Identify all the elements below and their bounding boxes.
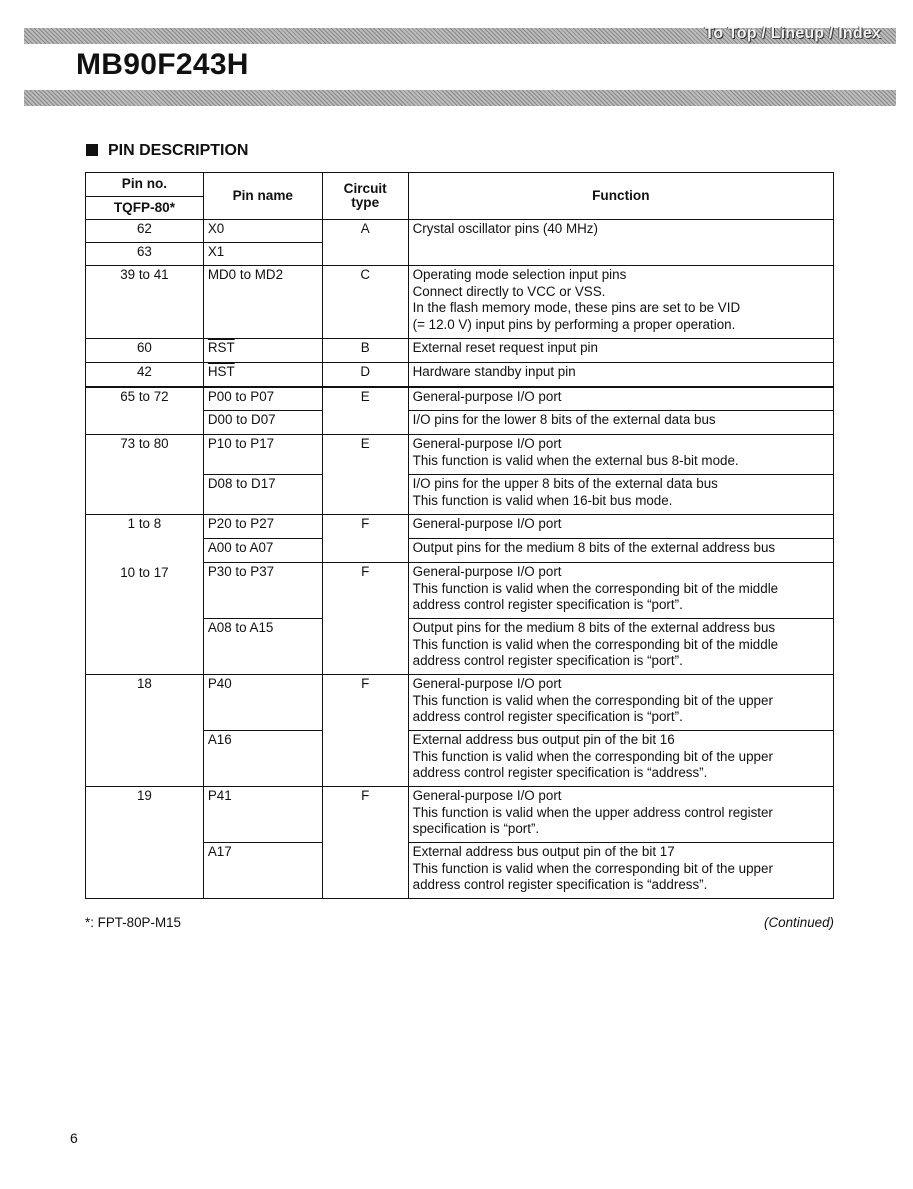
pin-name: A16: [207, 732, 232, 747]
function-line: (= 12.0 V) input pins by performing a proper operation.: [412, 316, 736, 332]
function-line: This function is valid when the corresponding bit of the middle: [412, 636, 779, 652]
table-row: [86, 435, 834, 475]
circuit-type: F: [361, 516, 370, 531]
circuit-type: D: [360, 364, 370, 379]
function-line: This function is valid when the upper address control register: [412, 804, 773, 820]
continued-note: (Continued): [764, 915, 834, 930]
pin-name: A00 to A07: [207, 540, 274, 555]
circuit-type-cell: [322, 363, 408, 387]
section-heading-text: PIN DESCRIPTION: [108, 142, 249, 159]
pin-number-cell: [86, 435, 204, 515]
nav-links[interactable]: [705, 25, 881, 43]
function-cell: [408, 787, 833, 843]
pin-number-cell: [86, 787, 204, 899]
function-cell: [408, 387, 833, 411]
pin-name-cell: [203, 731, 322, 787]
pin-name-cell: [203, 411, 322, 435]
pin-name: X0: [207, 221, 225, 236]
function-line: General-purpose I/O port: [412, 564, 562, 579]
function-line: Output pins for the medium 8 bits of the external address bus: [412, 620, 776, 635]
header-circuit-type: [322, 173, 408, 220]
header-circuit-type-text: Circuit type: [343, 181, 387, 210]
pin-number: 42: [136, 364, 152, 379]
function-cell: [408, 339, 833, 363]
pin-name-cell: [203, 619, 322, 675]
circuit-type: F: [361, 564, 370, 579]
table-row: [86, 339, 834, 363]
table-row: [86, 675, 834, 731]
function-line: address control register specification is “port”.: [412, 709, 683, 724]
pin-number-cell: [86, 220, 204, 243]
pin-number: 19: [136, 788, 152, 803]
footnote: *: FPT-80P-M15: [85, 915, 181, 930]
pin-name: $\overline{HST}$: [207, 364, 235, 379]
function-cell: [408, 266, 833, 339]
pin-number: 18: [136, 676, 152, 691]
function-line: General-purpose I/O port: [412, 388, 562, 404]
circuit-type-cell: [322, 266, 408, 339]
pin-name-cell: [203, 539, 322, 563]
circuit-type-cell: [322, 675, 408, 787]
pin-name: P30 to P37: [207, 564, 275, 579]
pin-name: D08 to D17: [207, 476, 276, 491]
pin-number-cell: [86, 515, 204, 675]
pin-rows: [86, 220, 834, 899]
header-package: TQFP-80*: [86, 196, 204, 220]
pin-name-cell: [203, 243, 322, 266]
pin-name-cell: [203, 475, 322, 515]
function-line: address control register specification is “port”.: [412, 653, 683, 668]
circuit-type: C: [360, 267, 370, 282]
pin-number: 1 to 8: [127, 516, 162, 531]
function-cell: [408, 539, 833, 563]
pin-number: 62: [136, 221, 152, 236]
pin-name-cell: [203, 515, 322, 539]
function-line: General-purpose I/O port: [412, 788, 562, 803]
circuit-type-cell: [322, 563, 408, 675]
function-line: External address bus output pin of the bit 16: [412, 732, 675, 747]
function-cell: [408, 475, 833, 515]
pin-number: 73 to 80: [120, 436, 169, 451]
function-line: General-purpose I/O port: [412, 436, 562, 451]
circuit-type-cell: [322, 787, 408, 899]
circuit-type-cell: [322, 339, 408, 363]
circuit-type-cell: [322, 515, 408, 563]
table-row: [86, 515, 834, 539]
page-number: 6: [70, 1130, 78, 1146]
function-line: This function is valid when the corresponding bit of the middle: [412, 580, 779, 596]
function-line: External address bus output pin of the bit 17: [412, 844, 675, 859]
circuit-type-cell: [322, 387, 408, 435]
function-line: In the flash memory mode, these pins are set to be VID: [412, 300, 741, 315]
function-cell: [408, 515, 833, 539]
function-line: Output pins for the medium 8 bits of the external address bus: [412, 540, 776, 555]
table-row: [86, 363, 834, 387]
function-line: This function is valid when the external bus 8-bit mode.: [412, 452, 739, 468]
pin-number-cell: [86, 243, 204, 266]
circuit-type: B: [360, 340, 370, 355]
function-line: Operating mode selection input pins: [412, 267, 627, 282]
pin-number: 60: [136, 340, 152, 355]
function-cell: [408, 435, 833, 475]
pin-name-cell: [203, 266, 322, 339]
header-pin-name: Pin name: [203, 173, 322, 220]
function-line: Hardware standby input pin: [412, 364, 576, 379]
pin-name: A17: [207, 844, 232, 859]
function-line: External reset request input pin: [412, 340, 598, 355]
pin-name: A08 to A15: [207, 620, 274, 635]
header-pin-no: Pin no.: [86, 173, 204, 197]
pin-description-table: [85, 172, 834, 899]
function-cell: [408, 363, 833, 387]
table-row: [86, 787, 834, 843]
pin-number: 63: [136, 244, 152, 259]
function-cell: [408, 843, 833, 899]
pin-number-cell: [86, 675, 204, 787]
function-line: This function is valid when the corresponding bit of the upper: [412, 860, 773, 876]
function-line: I/O pins for the upper 8 bits of the external data bus: [412, 476, 718, 491]
function-cell: [408, 220, 833, 266]
function-line: specification is “port”.: [412, 821, 540, 836]
circuit-type: E: [360, 436, 370, 451]
function-line: General-purpose I/O port: [412, 516, 562, 531]
pin-name: P41: [207, 788, 232, 803]
pin-name: P20 to P27: [207, 516, 275, 531]
pin-number-cell: [86, 339, 204, 363]
circuit-type-cell: [322, 435, 408, 515]
pin-name-cell: [203, 363, 322, 387]
function-cell: [408, 563, 833, 619]
pin-number: 10 to 17: [120, 564, 169, 580]
pin-name: X1: [207, 244, 225, 259]
table-row: [86, 266, 834, 339]
function-line: Connect directly to VCC or VSS.: [412, 283, 606, 299]
pin-number-cell: [86, 266, 204, 339]
pin-name-cell: [203, 675, 322, 731]
function-cell: [408, 411, 833, 435]
circuit-type-cell: [322, 220, 408, 266]
pin-name-cell: [203, 843, 322, 899]
function-cell: [408, 619, 833, 675]
pin-name-cell: [203, 220, 322, 243]
top-lineup-index-link[interactable]: To Top / Lineup / Index: [704, 25, 881, 42]
function-line: This function is valid when the corresponding bit of the upper: [412, 748, 773, 764]
circuit-type: E: [360, 388, 370, 404]
pin-name: P00 to P07: [207, 388, 275, 404]
header-band-bottom: [24, 90, 896, 106]
function-line: address control register specification is “address”.: [412, 765, 708, 780]
pin-number-cell: [86, 387, 204, 435]
pin-name: D00 to D07: [207, 412, 276, 427]
header-function: Function: [408, 173, 833, 220]
function-line: General-purpose I/O port: [412, 676, 562, 691]
circuit-type: F: [361, 788, 370, 803]
pin-name: P10 to P17: [207, 436, 275, 451]
pin-name: MD0 to MD2: [207, 267, 284, 282]
function-line: address control register specification is “address”.: [412, 877, 708, 892]
table-row: [86, 220, 834, 243]
pin-name-cell: [203, 787, 322, 843]
section-heading: [86, 142, 248, 160]
pin-number: 65 to 72: [120, 388, 169, 404]
function-cell: [408, 675, 833, 731]
pin-name-cell: [203, 563, 322, 619]
circuit-type: F: [361, 676, 370, 691]
function-cell: [408, 731, 833, 787]
page-title: MB90F243H: [76, 48, 249, 81]
function-line: I/O pins for the lower 8 bits of the external data bus: [412, 412, 716, 427]
circuit-type: A: [360, 221, 370, 236]
pin-name-cell: [203, 387, 322, 411]
pin-name: $\overline{RST}$: [207, 340, 235, 355]
pin-name-cell: [203, 339, 322, 363]
function-line: address control register specification is “port”.: [412, 597, 683, 612]
pin-number: 39 to 41: [120, 267, 169, 282]
pin-name: P40: [207, 676, 232, 691]
table-row: [86, 387, 834, 411]
function-line: This function is valid when the corresponding bit of the upper: [412, 692, 773, 708]
pin-name-cell: [203, 435, 322, 475]
pin-number-cell: [86, 363, 204, 387]
square-bullet-icon: [86, 144, 98, 156]
function-line: Crystal oscillator pins (40 MHz): [412, 221, 598, 236]
function-line: This function is valid when 16-bit bus mode.: [412, 492, 673, 508]
